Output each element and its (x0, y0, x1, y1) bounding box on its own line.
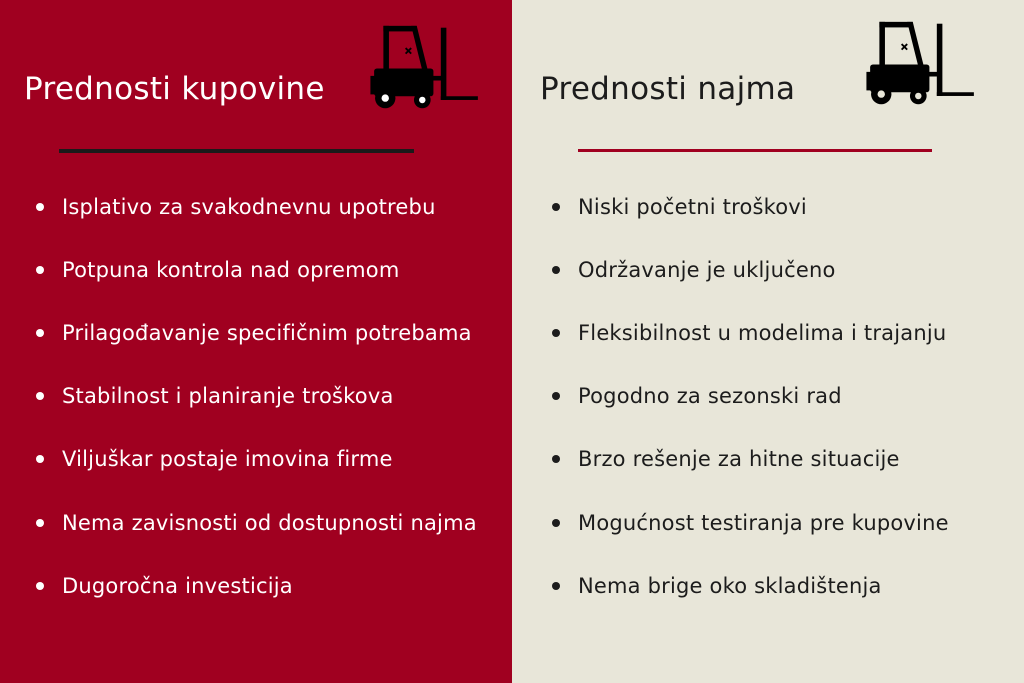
rental-benefits-panel (512, 0, 1024, 683)
list-item (36, 428, 477, 491)
bullet-icon (552, 203, 560, 211)
bullet-icon (36, 519, 44, 527)
rental-benefits-title: Prednosti najma (540, 71, 796, 107)
forklift-icon (860, 20, 984, 108)
list-item (552, 175, 949, 238)
list-item-text: Niski početni troškovi (578, 194, 807, 219)
list-item (552, 301, 949, 364)
list-item-text: Održavanje je uključeno (578, 257, 836, 282)
title-divider (59, 149, 414, 153)
bullet-icon (552, 392, 560, 400)
list-item-text: Prilagođavanje specifičnim potrebama (62, 320, 472, 345)
bullet-icon (36, 329, 44, 337)
bullet-icon (552, 519, 560, 527)
list-item (36, 554, 477, 617)
list-item (36, 175, 477, 238)
list-item (552, 428, 949, 491)
bullet-icon (552, 329, 560, 337)
forklift-icon (370, 24, 482, 112)
list-item-text: Viljuškar postaje imovina firme (62, 447, 393, 472)
list-item-text: Nema zavisnosti od dostupnosti najma (62, 510, 477, 535)
bullet-icon (36, 392, 44, 400)
rental-benefits-list (552, 175, 949, 617)
list-item (552, 365, 949, 428)
list-item (36, 238, 477, 301)
list-item-text: Mogućnost testiranja pre kupovine (578, 510, 949, 535)
bullet-icon (36, 582, 44, 590)
bullet-icon (552, 582, 560, 590)
list-item-text: Pogodno za sezonski rad (578, 384, 842, 409)
purchase-benefits-list (36, 175, 477, 617)
list-item (552, 238, 949, 301)
list-item (552, 554, 949, 617)
bullet-icon (36, 203, 44, 211)
purchase-benefits-title: Prednosti kupovine (24, 71, 325, 107)
list-item (552, 491, 949, 554)
bullet-icon (552, 266, 560, 274)
list-item-text: Nema brige oko skladištenja (578, 573, 882, 598)
list-item (36, 491, 477, 554)
title-divider (578, 149, 932, 152)
list-item-text: Potpuna kontrola nad opremom (62, 257, 400, 282)
bullet-icon (36, 266, 44, 274)
bullet-icon (552, 455, 560, 463)
list-item-text: Dugoročna investicija (62, 573, 293, 598)
list-item-text: Isplativo za svakodnevnu upotrebu (62, 194, 436, 219)
bullet-icon (36, 455, 44, 463)
list-item-text: Fleksibilnost u modelima i trajanju (578, 320, 947, 345)
list-item (36, 365, 477, 428)
list-item-text: Brzo rešenje za hitne situacije (578, 447, 900, 472)
list-item (36, 301, 477, 364)
list-item-text: Stabilnost i planiranje troškova (62, 384, 394, 409)
